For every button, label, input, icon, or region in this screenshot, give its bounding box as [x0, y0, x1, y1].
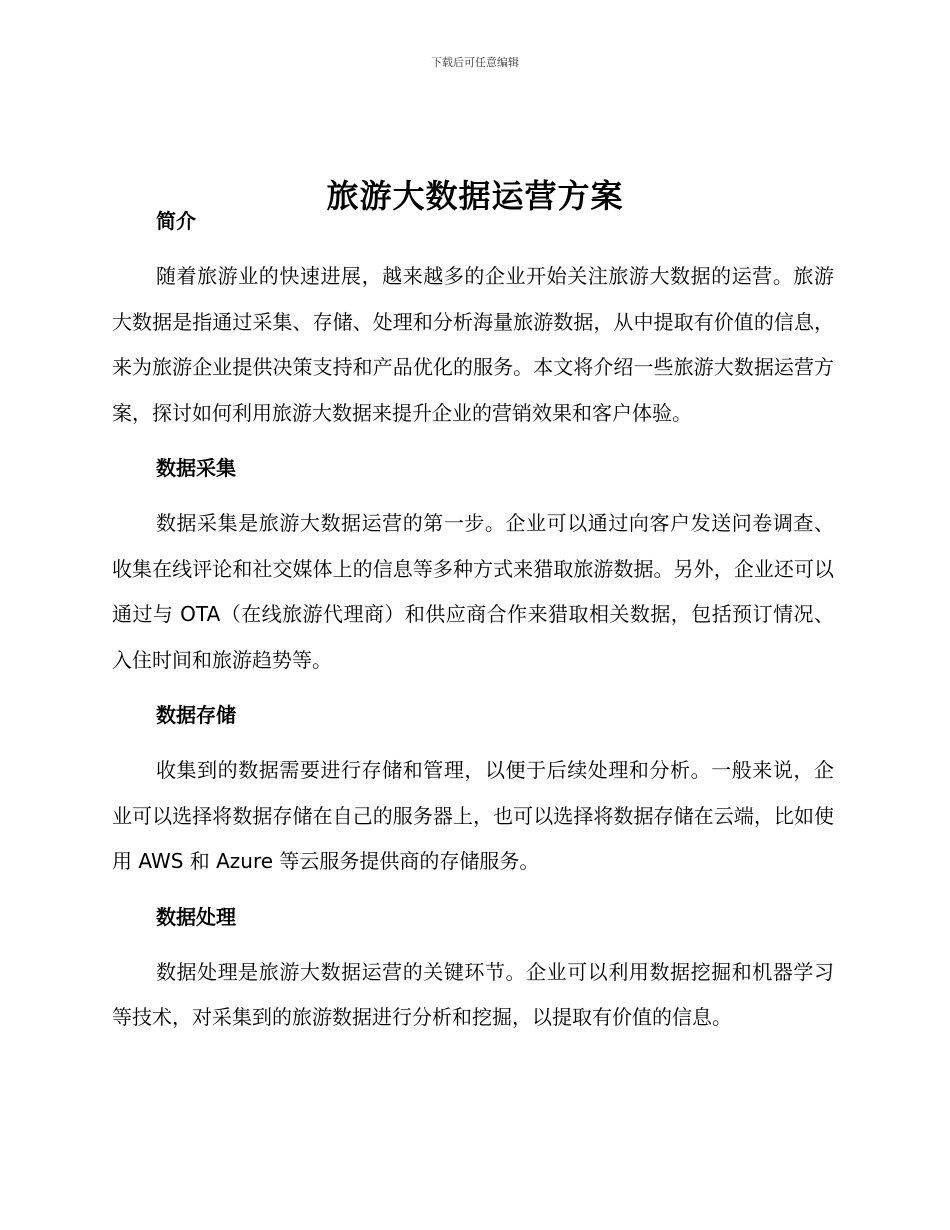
section-heading: 数据存储: [156, 703, 236, 727]
document-body: [112, 199, 834, 1051]
section-paragraph: 数据处理是旅游大数据运营的关键环节。企业可以利用数据挖掘和机器学习等技术，对采集到的旅游数据进行分析和挖掘，以提取有价值的信息。: [112, 959, 834, 1029]
section-data-processing: [112, 895, 834, 1041]
section-heading: 数据采集: [156, 456, 236, 480]
section-data-collection: [112, 446, 834, 683]
section-paragraph: 收集到的数据需要进行存储和管理，以便于后续处理和分析。一般来说，企业可以选择将数据存储在自己的服务器上，也可以选择将数据存储在云端，比如使用 AWS 和 Azure 等云服务提供商的存储服务。: [112, 758, 834, 873]
section-data-storage: [112, 693, 834, 885]
section-paragraph: 数据采集是旅游大数据运营的第一步。企业可以通过向客户发送问卷调查、收集在线评论和社交媒体上的信息等多种方式来猎取旅游数据。另外，企业还可以通过与 OTA（在线旅游代理商）和供应商合作来猎取相关数据，包括预订情况、入住时间和旅游趋势等。: [112, 511, 834, 672]
section-paragraph: 随着旅游业的快速进展，越来越多的企业开始关注旅游大数据的运营。旅游大数据是指通过采集、存储、处理和分析海量旅游数据，从中提取有价值的信息，来为旅游企业提供决策支持和产品优化的服务。本文将介绍一些旅游大数据运营方案，探讨如何利用旅游大数据来提升企业的营销效果和客户体验。: [112, 264, 834, 425]
section-heading: 简介: [156, 209, 196, 233]
section-introduction: [112, 199, 834, 436]
section-heading: 数据处理: [156, 904, 236, 929]
document-title: 旅游大数据运营方案: [326, 177, 624, 216]
page-header-note: 下载后可任意编辑: [431, 56, 519, 69]
